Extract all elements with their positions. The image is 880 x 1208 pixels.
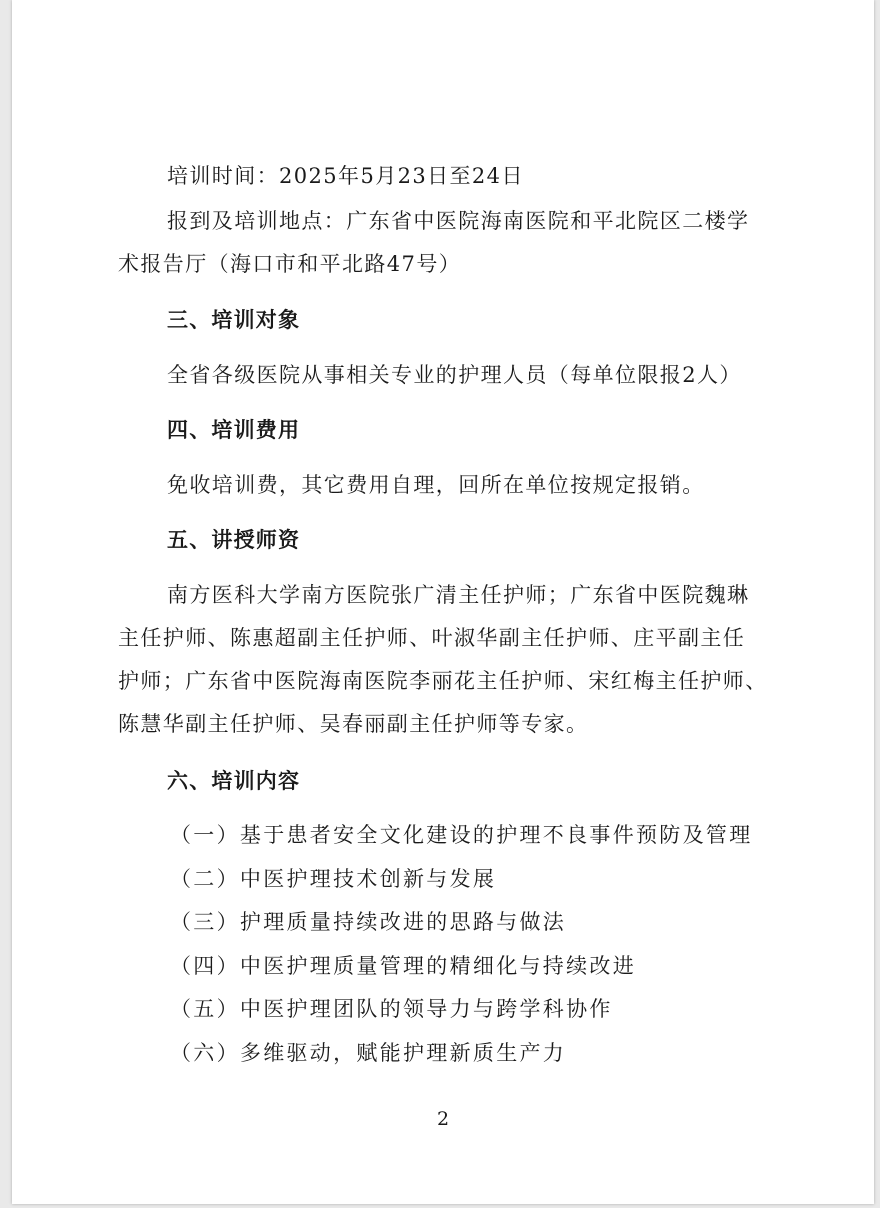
fee-text: 免收培训费，其它费用自理，回所在单位按规定报销。 bbox=[167, 473, 705, 497]
lecturers-text: 主任护师、陈惠超副主任护师、叶淑华副主任护师、庄平副主任 bbox=[118, 626, 746, 650]
document-page bbox=[12, 0, 874, 1204]
content-item: （三）护理质量持续改进的思路与做法 bbox=[170, 910, 567, 934]
training-location-cont: 术报告厅（海口市和平北路47号） bbox=[118, 252, 462, 276]
lecturers-text: 陈慧华副主任护师、吴春丽副主任护师等专家。 bbox=[118, 712, 589, 736]
target-text: 全省各级医院从事相关专业的护理人员（每单位限报2人） bbox=[167, 363, 742, 387]
training-location: 报到及培训地点：广东省中医院海南医院和平北院区二楼学 bbox=[167, 209, 750, 233]
lecturers-text: 南方医科大学南方医院张广清主任护师；广东省中医院魏琳 bbox=[167, 583, 750, 607]
lecturers-text: 护师；广东省中医院海南医院李丽花主任护师、宋红梅主任护师、 bbox=[118, 669, 768, 693]
section-heading-fee: 四、培训费用 bbox=[167, 418, 301, 442]
content-item: （一）基于患者安全文化建设的护理不良事件预防及管理 bbox=[170, 823, 753, 847]
training-time: 培训时间：2025年5月23日至24日 bbox=[167, 164, 524, 188]
section-heading-content: 六、培训内容 bbox=[167, 769, 301, 793]
content-item: （二）中医护理技术创新与发展 bbox=[170, 867, 497, 891]
content-item: （四）中医护理质量管理的精细化与持续改进 bbox=[170, 954, 636, 978]
page-number: 2 bbox=[436, 1108, 450, 1130]
section-heading-lecturers: 五、讲授师资 bbox=[167, 528, 301, 552]
content-item: （五）中医护理团队的领导力与跨学科协作 bbox=[170, 997, 613, 1021]
section-heading-target: 三、培训对象 bbox=[167, 308, 301, 332]
content-item: （六）多维驱动，赋能护理新质生产力 bbox=[170, 1041, 567, 1065]
